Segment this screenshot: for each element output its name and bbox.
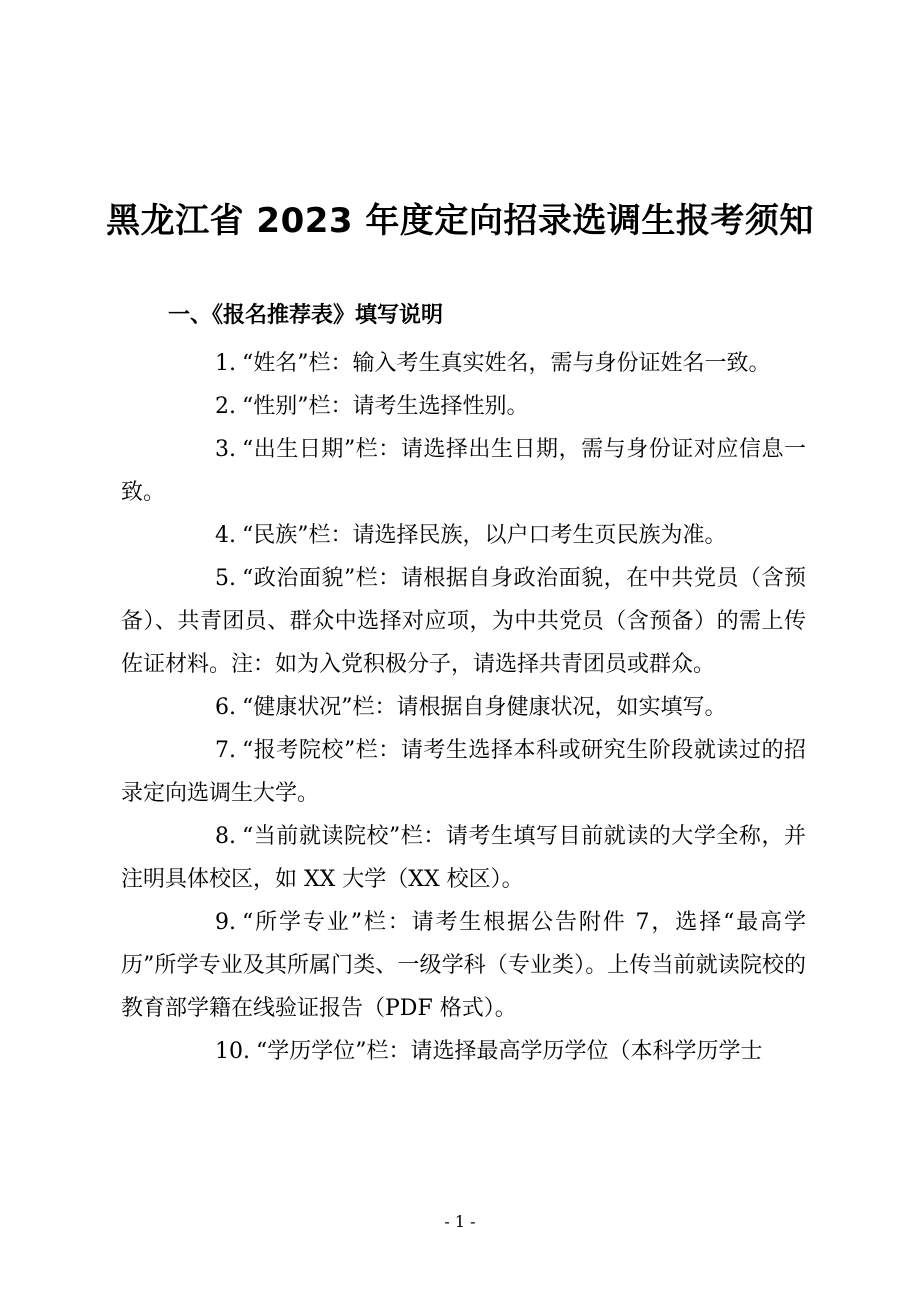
item-number: 8. [215, 824, 236, 849]
list-item [121, 1030, 806, 1073]
list-item [121, 686, 806, 729]
list-item [121, 428, 806, 514]
section-heading: 一、《报名推荐表》填写说明 [168, 303, 444, 328]
list-item [121, 815, 806, 901]
item-text: “健康状况”栏：请根据自身健康状况，如实填写。 [242, 695, 727, 720]
item-number: 10. [215, 1039, 250, 1064]
item-text: “当前就读院校”栏：请考生填写目前就读的大学全称，并注明具体校区，如 XX 大学（XX 校区）。 [121, 824, 806, 892]
item-text: “学历学位”栏：请选择最高学历学位（本科学历学士 [256, 1039, 763, 1064]
item-text: “姓名”栏：输入考生真实姓名，需与身份证姓名一致。 [242, 351, 771, 376]
list-item [121, 514, 806, 557]
item-text: “报考院校”栏：请考生选择本科或研究生阶段就读过的招录定向选调生大学。 [121, 738, 806, 806]
item-number: 1. [215, 351, 236, 376]
item-number: 4. [215, 523, 236, 548]
document-body [121, 342, 806, 1073]
item-number: 6. [215, 695, 236, 720]
list-item [121, 557, 806, 686]
item-number: 3. [215, 437, 236, 462]
list-item [121, 385, 806, 428]
page-number: - 1 - [444, 1212, 476, 1231]
item-number: 5. [215, 566, 236, 591]
item-text: “民族”栏：请选择民族，以户口考生页民族为准。 [242, 523, 727, 548]
list-item [121, 729, 806, 815]
document-title: 黑龙江省 2023 年度定向招录选调生报考须知 [106, 201, 814, 241]
item-text: “出生日期”栏：请选择出生日期，需与身份证对应信息一致。 [121, 437, 806, 505]
list-item [121, 342, 806, 385]
item-number: 9. [215, 910, 236, 935]
item-text: “政治面貌”栏：请根据自身政治面貌，在中共党员（含预备）、共青团员、群众中选择对应项，为中共党员（含预备）的需上传佐证材料。注：如为入党积极分子，请选择共青团员或群众。 [121, 566, 806, 677]
item-text: “所学专业”栏：请考生根据公告附件 7，选择“最高学历”所学专业及其所属门类、一级学科（专业类）。上传当前就读院校的教育部学籍在线验证报告（PDF 格式）。 [121, 910, 806, 1021]
item-number: 7. [215, 738, 236, 763]
item-text: “性别”栏：请考生选择性别。 [242, 394, 529, 419]
item-number: 2. [215, 394, 236, 419]
list-item [121, 901, 806, 1030]
